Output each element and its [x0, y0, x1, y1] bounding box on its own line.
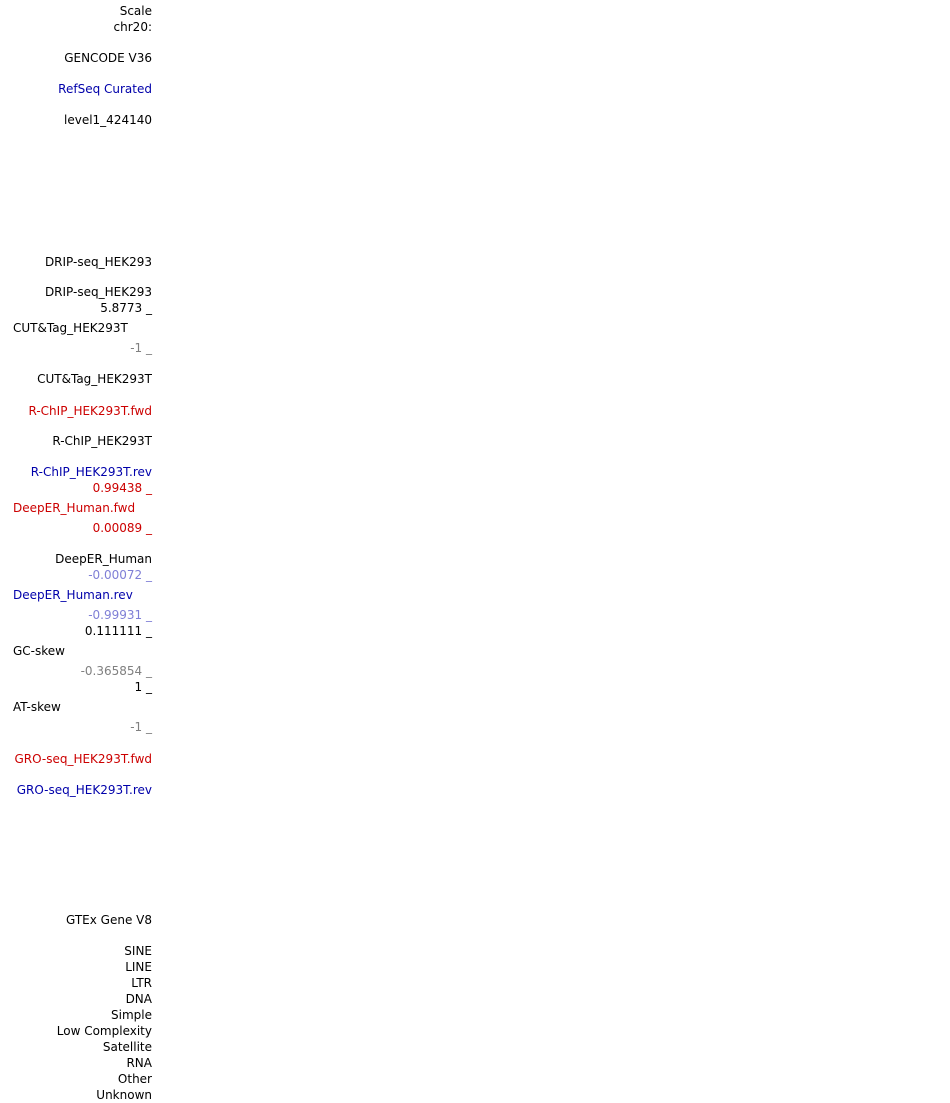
scale-label: Scale — [119, 4, 152, 18]
track-label-level1[interactable]: level1_424140 — [64, 113, 152, 127]
track-label-gencode[interactable]: GENCODE V36 — [64, 51, 152, 65]
track-label-refseq[interactable]: RefSeq Curated — [58, 82, 152, 96]
repeat-class-label: Simple — [111, 1008, 152, 1022]
axis-max-at-skew: 1 _ — [134, 680, 152, 694]
track-label-rchip-rev[interactable]: R-ChIP_HEK293T.rev — [30, 465, 152, 479]
track-label-gtex[interactable]: GTEx Gene V8 — [65, 913, 152, 927]
repeat-class-label: LINE — [125, 960, 152, 974]
track-label-rchip-fwd[interactable]: R-ChIP_HEK293T.fwd — [28, 404, 152, 418]
track-label-at-skew[interactable]: AT-skew — [13, 700, 61, 714]
axis-min-deeper-rev: -0.99931 _ — [88, 608, 152, 622]
track-label-gro-rev[interactable]: GRO-seq_HEK293T.rev — [16, 783, 152, 797]
chrom-label: chr20: — [113, 20, 152, 34]
track-label-cuttag-2[interactable]: CUT&Tag_HEK293T — [37, 372, 152, 386]
axis-min-cuttag: -1 _ — [130, 341, 152, 355]
repeat-class-label: Satellite — [102, 1040, 152, 1054]
axis-max-gc-skew: 0.111111 _ — [84, 624, 152, 638]
track-label-cuttag[interactable]: CUT&Tag_HEK293T — [13, 321, 128, 335]
axis-min-deeper-fwd: 0.00089 _ — [92, 521, 152, 535]
track-label-gc-skew[interactable]: GC-skew — [13, 644, 65, 658]
track-label-deeper-fwd[interactable]: DeepER_Human.fwd — [13, 501, 136, 515]
repeat-class-label: SINE — [124, 944, 152, 958]
track-label-gro-fwd[interactable]: GRO-seq_HEK293T.fwd — [14, 752, 152, 766]
repeat-class-label: DNA — [125, 992, 152, 1006]
axis-min-gc-skew: -0.365854 _ — [80, 664, 152, 678]
axis-max-deeper-rev: -0.00072 _ — [88, 568, 152, 582]
repeat-class-label: Low Complexity — [56, 1024, 152, 1038]
track-label-drip-seq-2[interactable]: DRIP-seq_HEK293 — [44, 285, 152, 299]
track-label-deeper-rev[interactable]: DeepER_Human.rev — [13, 588, 133, 602]
repeat-class-label: Unknown — [96, 1088, 152, 1102]
axis-max-cuttag: 5.8773 _ — [100, 301, 152, 315]
repeat-class-label: LTR — [131, 976, 152, 990]
track-label-deeper[interactable]: DeepER_Human — [55, 552, 152, 566]
track-label-drip-seq[interactable]: DRIP-seq_HEK293 — [44, 255, 152, 269]
repeat-class-label: Other — [117, 1072, 152, 1086]
repeat-class-label: RNA — [126, 1056, 152, 1070]
axis-min-at-skew: -1 _ — [130, 720, 152, 734]
track-label-rchip[interactable]: R-ChIP_HEK293T — [52, 434, 152, 448]
axis-max-deeper-fwd: 0.99438 _ — [92, 481, 152, 495]
